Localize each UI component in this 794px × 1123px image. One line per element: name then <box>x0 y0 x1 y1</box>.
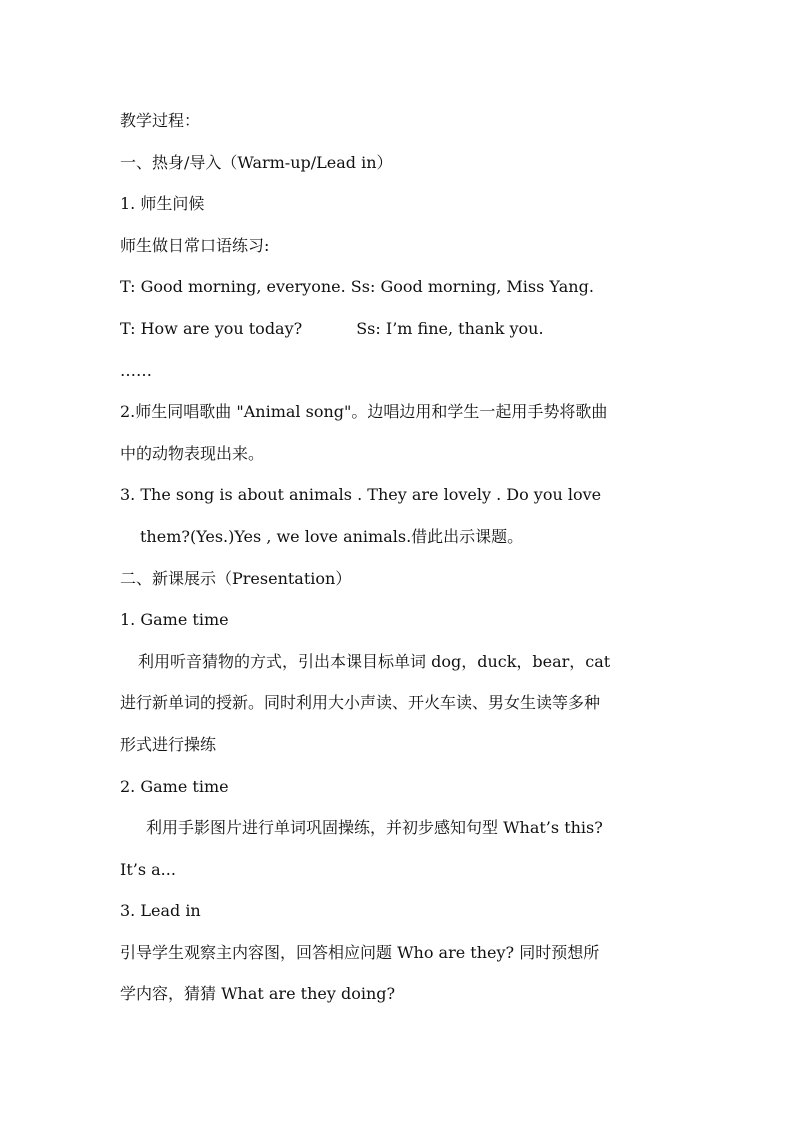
lesson-content <box>120 100 690 1015</box>
section-warmup-title: 一、热身/导入（Warm-up/Lead in） <box>120 152 393 172</box>
dialog-line-2-teacher: T: How are you today? <box>120 318 303 338</box>
item-greeting-title: 1. 师生问候 <box>120 194 205 214</box>
item-greeting-desc: 师生做日常口语练习: <box>120 235 270 255</box>
game1-title: 1. Game time <box>120 610 229 630</box>
lead-in-title: 3. Lead in <box>120 901 201 921</box>
lesson-heading: 教学过程： <box>120 111 201 130</box>
section-presentation-title: 二、新课展示（Presentation） <box>120 568 352 588</box>
item-song-line-1: 2.师生同唱歌曲 "Animal song"。边唱边用和学生一起用手势将歌曲 <box>120 402 608 422</box>
dialog-line-1: T: Good morning, everyone. Ss: Good morning, Miss Yang. <box>120 277 594 297</box>
item-song-line-2: 中的动物表现出来。 <box>120 443 265 463</box>
item-animals-line-1: 3. The song is about animals . They are lovely . Do you love <box>120 485 602 505</box>
game1-line-3: 形式进行操练 <box>120 734 217 754</box>
dialog-line-2 <box>120 308 690 350</box>
dialog-ellipsis: …… <box>120 360 152 380</box>
item-animals-line-2: them?(Yes.)Yes , we love animals.借此出示课题。 <box>140 526 524 546</box>
game1-line-2: 进行新单词的授新。同时利用大小声读、开火车读、男女生读等多种 <box>120 693 601 713</box>
dialog-line-2-students: Ss: I’m fine, thank you. <box>356 318 544 338</box>
game2-title: 2. Game time <box>120 776 229 796</box>
lead-in-line-1: 引导学生观察主内容图，回答相应问题 Who are they? 同时预想所 <box>120 942 600 962</box>
game1-line-1: 利用听音猜物的方式，引出本课目标单词 dog，duck，bear，cat <box>138 651 611 671</box>
lead-in-line-2: 学内容，猜猜 What are they doing? <box>120 984 396 1004</box>
game2-line-1: 利用手影图片进行单词巩固操练，并初步感知句型 What’s this? <box>146 818 603 838</box>
game2-line-2: It’s a... <box>120 859 176 879</box>
